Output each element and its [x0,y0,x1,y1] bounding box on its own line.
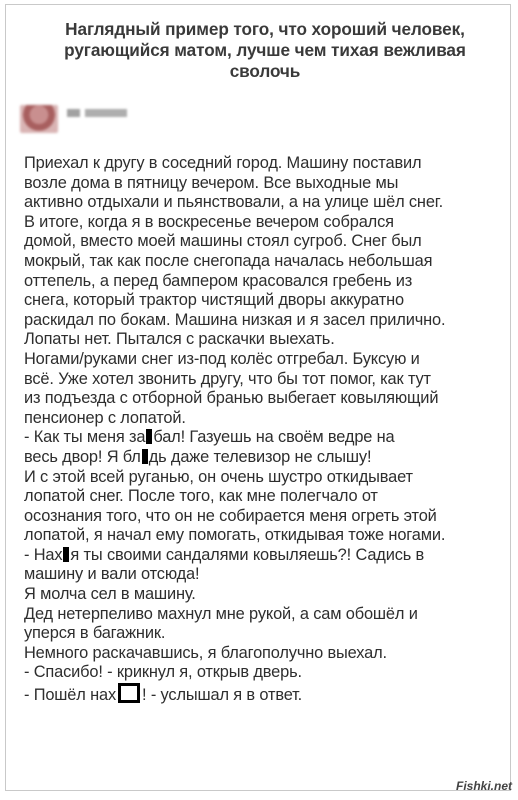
post-line: лопатой снег. После того, как мне полегчало от [24,487,378,506]
post-line: Немного раскачавшись, я благополучно выехал. [24,643,387,662]
post-line [24,448,518,468]
post-line-text: - Пошёл нах [24,686,117,705]
author-row [20,103,220,133]
post-line-text: весь двор! Я бл [24,447,141,466]
post-line-text: бал! Газуешь на своём ведре на [153,428,395,447]
post-line: Ногами/руками снег из-под колёс отгребал. Буксую и [24,349,420,368]
post-line [24,546,518,566]
header-title-line: сволочь [229,61,301,81]
post-line-text: дь даже телевизор не слышу! [148,447,372,466]
post-line: Лопаты нет. Пытался с раскачки выехать. [24,330,335,349]
header-title-line: Наглядный пример того, что хороший человек, [65,19,465,39]
header-title-line: ругающийся матом, лучше чем тихая вежливая [64,40,466,60]
post-line: - Спасибо! - крикнул я, открыв дверь. [24,663,302,682]
censor-bar [63,547,69,562]
post-line: лопатой, я начал ему помогать, откидывая тоже ногами. [24,526,446,545]
post-line: раскидал по бокам. Машина низкая и я засел прилично. [24,310,446,329]
post-line [24,428,518,448]
post-card [5,4,511,791]
post-line-text: - Нах [24,545,63,564]
post-line [24,683,518,706]
post-line: оттепель, а перед бампером красовался гребень из [24,271,413,290]
post-line-text: - Как ты меня за [24,428,146,447]
watermark: Fishki.net [455,779,512,793]
post-line: В итоге, когда я в воскресенье вечером собрался [24,212,394,231]
post-line-text: ! - услышал я в ответ. [142,686,303,705]
post-line: активно отдыхали и пьянствовали, а на улице шёл снег. [24,193,444,212]
post-line: уперся в багажник. [24,624,166,643]
post-body [24,154,518,706]
censor-bar [142,449,148,464]
header-title [26,19,504,82]
post-line: снега, который трактор чистящий дворы аккуратно [24,291,404,310]
avatar [20,105,58,133]
post-line: осознания того, что он не собирается меня огреть этой [24,506,437,525]
post-line: машину и вали отсюда! [24,565,200,584]
post-line: всё. Уже хотел звонить другу, что бы тот помог, как тут [24,369,431,388]
post-line-text: я ты своими сандалями ковыляешь?! Садись в [70,545,425,564]
post-line: И с этой всей руганью, он очень шустро откидывает [24,467,413,486]
post-line: Я молча сел в машину. [24,585,196,604]
censor-bar [146,429,152,444]
post-line: Приехал к другу в соседний город. Машину поставил [24,154,422,172]
blurred-author-name [67,109,127,117]
post-line: домой, вместо моей машины стоял сугроб. Снег был [24,232,422,251]
post-line: пенсионер с лопатой. [24,408,186,427]
post-line: из подъезда с отборной бранью выбегает ковыляющий [24,389,439,408]
post-line: мокрый, так как после снегопада началась небольшая [24,251,433,270]
censor-box [118,683,140,703]
post-line: Дед нетерпеливо махнул мне рукой, а сам обошёл и [24,604,418,623]
post-line: возле дома в пятницу вечером. Все выходные мы [24,173,399,192]
